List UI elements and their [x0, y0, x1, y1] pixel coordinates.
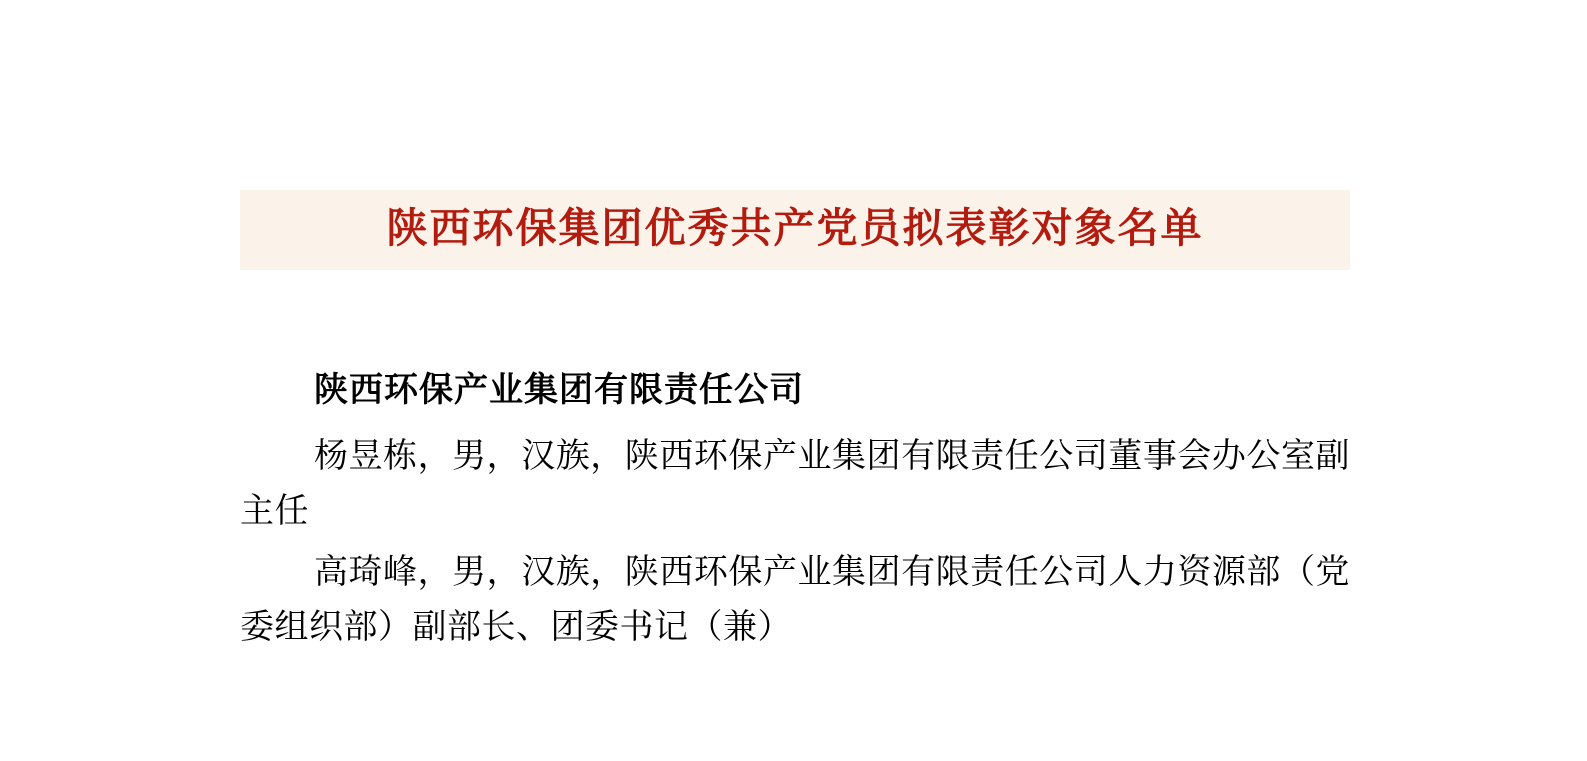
- page-title: 陕西环保集团优秀共产党员拟表彰对象名单: [240, 190, 1350, 270]
- document-body: [240, 190, 1350, 661]
- section-heading: 陕西环保产业集团有限责任公司: [314, 369, 804, 410]
- title-spacer: [240, 270, 1350, 366]
- list-item: 杨昱栋，男，汉族，陕西环保产业集团有限责任公司董事会办公室副主任: [240, 435, 1350, 532]
- section-block: [240, 366, 1350, 656]
- list-item: 高琦峰，男，汉族，陕西环保产业集团有限责任公司人力资源部（党委组织部）副部长、团委书记（兼）: [240, 552, 1350, 648]
